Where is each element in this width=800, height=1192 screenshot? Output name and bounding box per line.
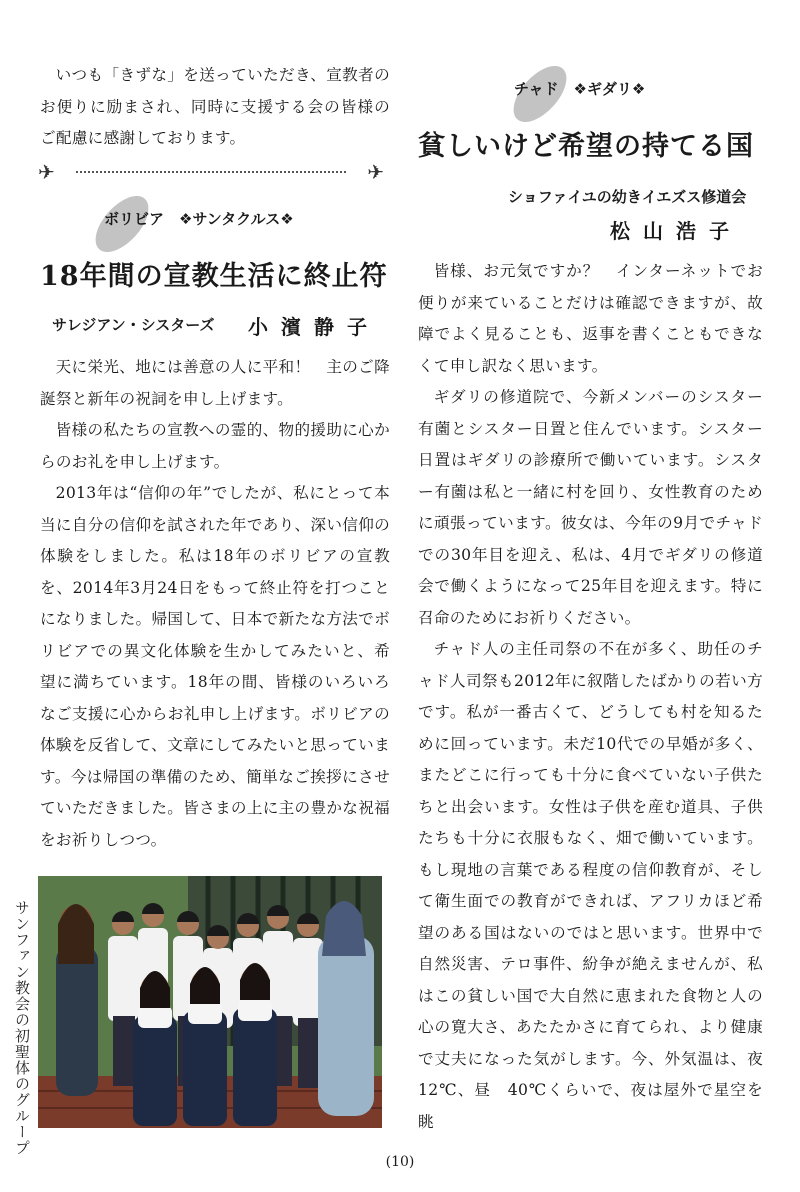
paragraph: 天に栄光、地には善意の人に平和！ 主のご降誕祭と新年の祝詞を申し上げます。 <box>40 358 390 408</box>
article-body-left <box>40 352 390 856</box>
paragraph: 皆様の私たちの宣教への霊的、物的援助に心からのお礼を申し上げます。 <box>40 421 390 471</box>
author-name-left: 小濱静子 <box>248 315 380 339</box>
paragraph: 2013年は“信仰の年”でしたが、私にとって本当に自分の信仰を試された年であり、深い信仰の体験をしました。私は18年のボリビアの宣教を、2014年3月24日をもって終止符を打つことになりました。帰国して、日本で新たな方法でボリビアでの異文化体験を生かしてみたいと、希望に満ちています。18年の間、皆様のいろいろなご支援に心からお礼申し上げます。ボリビアの体験を反省して、文章にしてみたいと思っています。今は帰国の準備のため、簡単なご挨拶にさせていただきました。皆さまの上に主の豊かな祝福をお祈りしつつ。 <box>40 484 390 849</box>
article-title-right: 貧しいけど希望の持てる国 <box>418 131 754 162</box>
author-org-left: サレジアン・シスターズ <box>52 316 215 334</box>
section-divider <box>38 160 384 184</box>
intro-text: いつも「きずな」を送っていただき、宣教者のお便りに励まされ、同時に支援する会の皆様のご配慮に感謝しております。 <box>40 66 390 147</box>
region-label-chad <box>514 78 645 110</box>
paragraph: チャド人の主任司祭の不在が多く、助任のチャド人司祭も2012年に叙階したばかりの若い方です。私が一番古くて、どうしても村を知るために回っています。未だ10代での早婚が多く、またどこに行っても十分に食べていない子供たちと出会います。女性は子供を産む道具、子供たちも十分に衣服もなく、畑で働いています。もし現地の言葉である程度の信仰教育が、そして衛生面での教育ができれば、アフリカほど希望のある国はないのではと思います。世界中で自然災害、テロ事件、紛争が絶えませんが、私はこの貧しい国で大自然に恵まれた食物と人の心の寛大さ、あたたかさに育てられ、より健康で丈夫になった気がします。今、外気温は、夜12℃、昼 40℃くらいで、夜は屋外で星空を眺 <box>418 640 763 1131</box>
airplane-icon: ✈ <box>367 160 384 184</box>
region-label-bolivia <box>104 208 294 240</box>
intro-block <box>40 60 390 155</box>
paragraph: 皆様、お元気ですか？ インターネットでお便りが来ていることだけは確認できますが、故障でよく見ることも、返事を書くこともできなくて申し訳なく思います。 <box>418 262 763 375</box>
author-org-right: ショファイユの幼きイエズス修道会 <box>508 188 747 206</box>
article-title-left: 18年間の宣教生活に終止符 <box>40 261 388 292</box>
region-text: ボリビア ❖サンタクルス❖ <box>104 210 294 228</box>
group-photo <box>38 876 382 1128</box>
author-name-right: 松山浩子 <box>610 219 742 243</box>
photo-caption: サンファン教会の初聖体のグループ <box>13 900 31 1156</box>
region-text: チャド ❖ギダリ❖ <box>514 80 646 98</box>
airplane-icon: ✈ <box>38 160 55 184</box>
article-body-right <box>418 256 763 1138</box>
dotted-line <box>76 171 346 173</box>
paragraph: ギダリの修道院で、今新メンバーのシスター有薗とシスター日置と住んでいます。シスター日置はギダリの診療所で働いています。シスター有薗は私と一緒に村を回り、女性教育のために頑張っています。彼女は、今年の9月でチャドでの30年目を迎え、私は、4月でギダリの修道会で働くようになって25年目を迎えます。特に召命のためにお祈りください。 <box>418 388 763 627</box>
page-number: (10) <box>385 1154 415 1170</box>
